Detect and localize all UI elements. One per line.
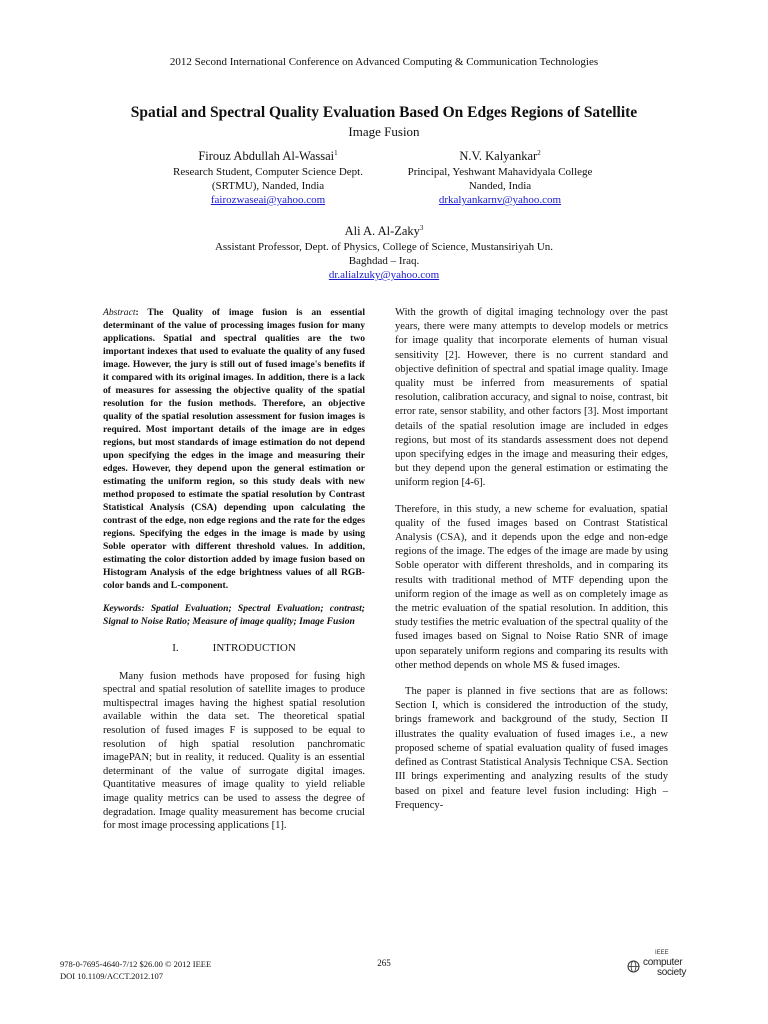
intro-paragraph: Many fusion methods have proposed for fusing high spectral and spatial resolution of satellite images to produce multispectral images having the highest spatial resolution available within the data set. The theoretical spatial resolution of fused images F is supposed to be equal to resolution of high spatial resolution panchromatic imagePAN; but in reality, it reduced. Quality is an essential determinant of the value of surrogate digital images. Quantitative measures of image quality to yield reliable image quality metrics can be used to assess the degree of degradation. Image quality measurement has become crucial for most image processing applications [1]. (103, 670, 365, 832)
body-paragraph-1: With the growth of digital imaging technology over the past years, there were many attempts to develop models or metrics for image quality that incorporate elements of human visual sensitivity [2]. However, there is no current standard and objective definition of spectral and spatial image quality. Image quality must be inferred from measurements of spatial resolution, calibration accuracy, and signal to noise, contrast, bit error rate, sensor stability, and other factors [3]. Most important details of the spatial resolution image are included in edges regions, but most of its standards assessment does not depend upon specifying edges in the image and measuring their edges, but they depend upon the general estimation or estimating the uniform region [4-6]. (395, 307, 668, 489)
abstract (103, 306, 365, 592)
body-paragraph-2: Therefore, in this study, a new scheme for evaluation, spatial quality of the fused images based on Contrast Statistical Analysis (CSA), and it depends upon the edge and non-edge regions of the image. The edges of the image are made by using Soble operator with different thresholds, and in comparing its results with traditional method of MTF depending upon the uniform region of the image as well as on completely image as the metric evaluation of the spatial resolution. In addition, this study testifies the metric evaluation of the spectral quality of the fused images based on Signal to Noise Ratio SNR of image upon separately uniform regions and comparing its results with other method depends on whole MS & fused images. (395, 503, 668, 671)
author-name: Ali A. Al-Zaky$^3$ (344, 223, 424, 238)
page-number: 265 (377, 958, 391, 968)
author-affiliation: Assistant Professor, Dept. of Physics, College of Science, Mustansiriyah Un. (214, 241, 554, 253)
abstract-text: : The Quality of image fusion is an essential determinant of the value of processing images fusion for many applications. Spatial and spectral qualities are the two important indexes that used to evaluate the quality of any fused image. However, the jury is still out of fused image's benefits if it compared with its original images. In addition, there is a lack of measures for assessing the objective quality of the spatial resolution for the fusion methods. Therefore, an objective quality of the spatial resolution assessment for fusion images is required. Most important details of the image are in edges regions, but most standards of image estimation do not depend upon specifying the edges in the image and measuring their edges. However, they depend upon the general estimation or estimating the uniform region, so this study deals with new method proposed to estimate the spatial resolution by Contrast Statistical Analysis (CSA) depending upon calculating the contrast of the edge, non edge regions and the rate for the edges regions. Specifying the edges in the image is made by using Soble operator with different threshold values. In addition, estimating the color distortion added by image fusion based on Histogram Analysis of the edge brightness values of all RGB-color bands and L-component. (103, 307, 365, 591)
right-column (395, 306, 668, 825)
keywords-label: Keywords: (103, 603, 145, 614)
author-name: Firouz Abdullah Al-Wassai$^1$ (198, 148, 338, 163)
author-email-link[interactable]: drkalyankarnv@yahoo.com (438, 194, 562, 206)
author-block-3 (134, 223, 634, 282)
author-block-2 (365, 148, 635, 207)
author-location: (SRTMU), Nanded, India (211, 180, 325, 192)
logo-word-computer: computer (643, 957, 683, 968)
section-title: INTRODUCTION (212, 642, 296, 654)
abstract-label: Abstract (103, 307, 136, 318)
section-number: I. (172, 642, 179, 654)
author-superscript: 1 (334, 148, 338, 157)
keywords (103, 602, 365, 628)
author-location: Nanded, India (468, 180, 532, 192)
computer-society-logo (627, 950, 709, 980)
logo-ieee-text: IEEE (655, 950, 669, 956)
left-column (103, 306, 365, 833)
globe-icon (627, 960, 640, 973)
paper-title: Spatial and Spectral Quality Evaluation Based On Edges Regions of Satellite (130, 104, 638, 121)
section-heading (103, 642, 365, 656)
paper-title-continued: Image Fusion (348, 124, 420, 139)
author-name: N.V. Kalyankar$^2$ (459, 148, 541, 163)
footer-isbn: 978-0-7695-4640-7/12 $26.00 © 2012 IEEE (60, 959, 212, 969)
logo-word-society: society (657, 967, 687, 978)
conference-header: 2012 Second International Conference on Advanced Computing & Communication Technologies (169, 56, 599, 68)
author-superscript: 2 (537, 148, 541, 157)
footer-doi: DOI 10.1109/ACCT.2012.107 (60, 971, 163, 981)
author-affiliation: Research Student, Computer Science Dept. (172, 166, 363, 178)
keywords-text: Spatial Evaluation; Spectral Evaluation; contrast; Signal to Noise Ratio; Measure of image quality; Image Fusion (103, 603, 365, 627)
author-email-link[interactable]: fairozwaseai@yahoo.com (210, 194, 326, 206)
body-paragraph-3: The paper is planned in five sections that are as follows: Section I, which is considered the introduction of the study, brings framework and background of the study, Section II illustrates the quality evaluation of fused images i.e., a new proposed scheme of spatial evaluation quality of fused images defined as Contrast Statistical Analysis Technique CSA. Section III brings experimenting and analyzing results of the study based on pixel and feature level fusion including: High –Frequency- (395, 686, 668, 811)
author-email-link[interactable]: dr.alialzuky@yahoo.com (328, 269, 440, 281)
author-affiliation: Principal, Yeshwant Mahavidyala College (407, 166, 593, 178)
author-location: Baghdad – Iraq. (348, 255, 420, 267)
author-superscript: 3 (419, 223, 424, 232)
